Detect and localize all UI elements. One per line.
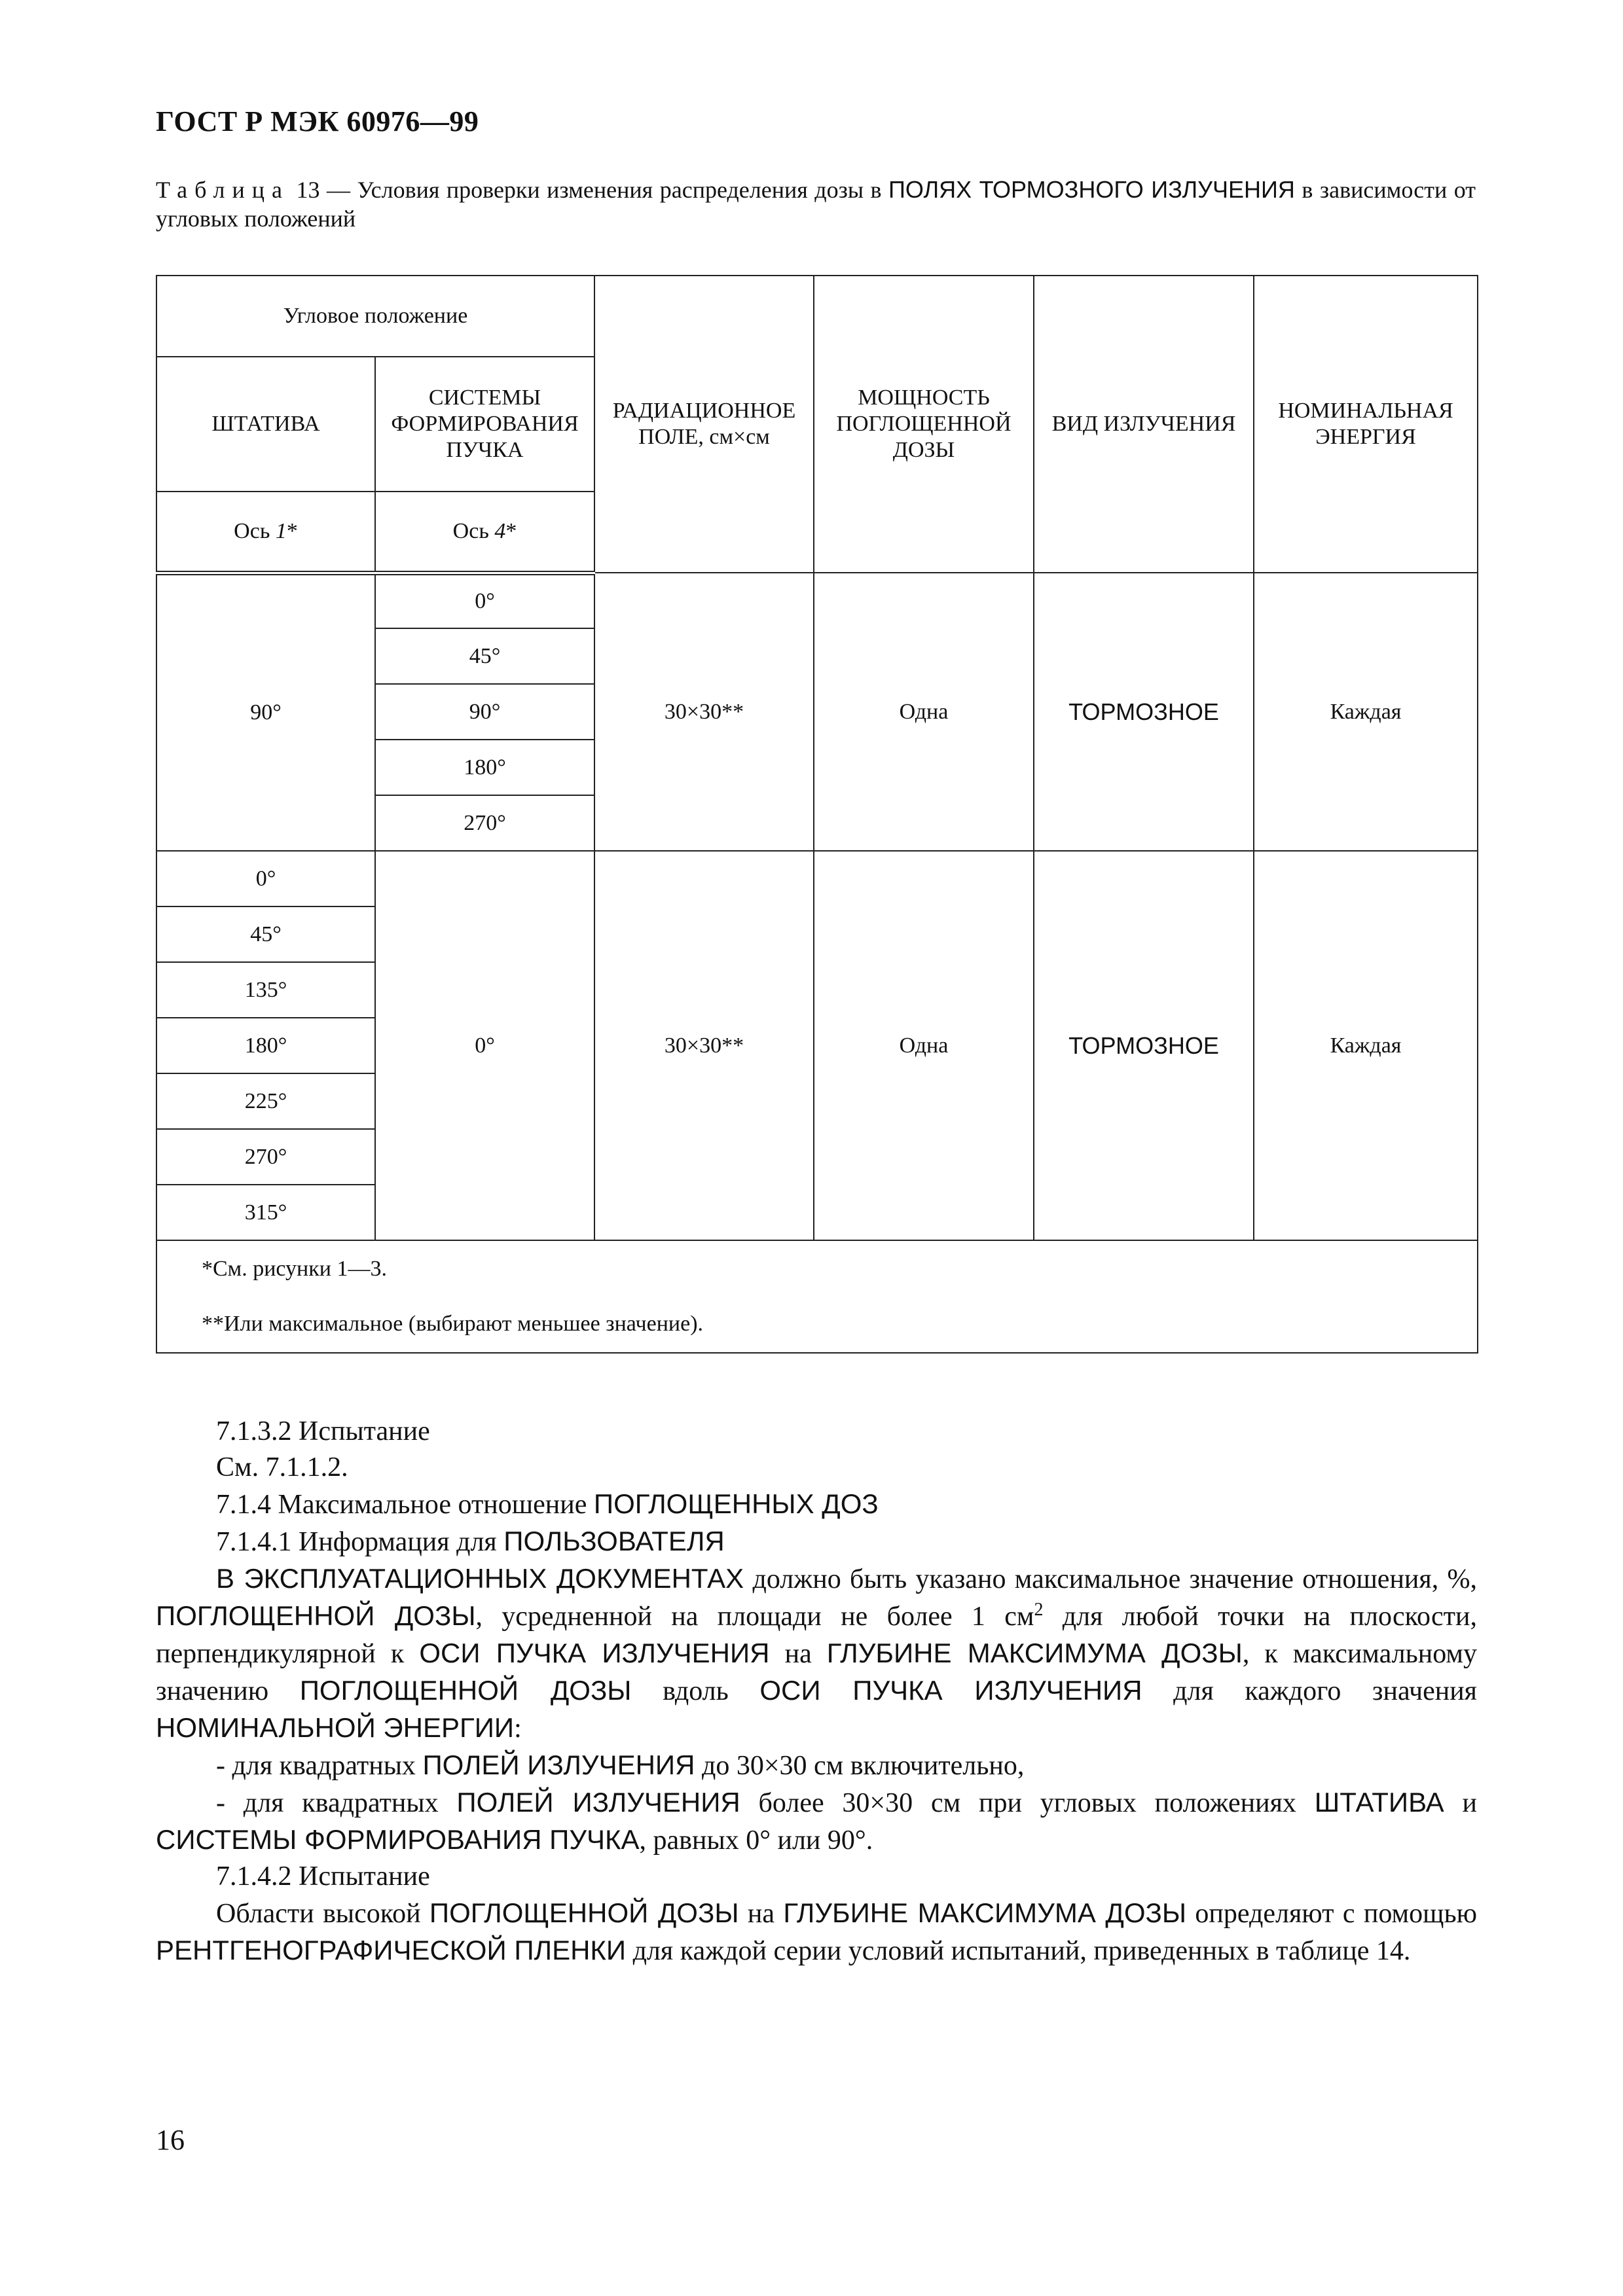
table-13: [156, 275, 1478, 1354]
document-header: ГОСТ Р МЭК 60976—99: [156, 105, 479, 137]
header-row-1: [156, 276, 1478, 357]
group2-stand-angle: 0°: [156, 851, 375, 906]
group2-stand-angle: 180°: [156, 1018, 375, 1073]
group1-beam-angle: 270°: [375, 795, 594, 851]
table-note: **Или максимальное (выбирают меньшее значение).: [202, 1312, 704, 1336]
nominal-energy-header: НОМИНАЛЬНАЯ ЭНЕРГИЯ: [1254, 276, 1478, 573]
paragraph: 7.1.4.2 Испытание: [216, 1861, 430, 1892]
paragraph: 7.1.4.1 Информация для ПОЛЬЗОВАТЕЛЯ: [216, 1526, 725, 1557]
caption-term: ПОЛЯХ ТОРМОЗНОГО ИЗЛУЧЕНИЯ: [888, 176, 1295, 203]
table-caption: [156, 175, 1476, 233]
notes-row: [156, 1240, 1478, 1353]
radiation-field-header: РАДИАЦИОННОЕ ПОЛЕ, см×см: [594, 276, 814, 573]
group2-energy-cell: Каждая: [1254, 851, 1478, 1240]
stand-header: ШТАТИВА: [156, 357, 375, 492]
group1-beam-angle: 180°: [375, 740, 594, 795]
table-row: [156, 573, 1478, 628]
group2-beam-cell: 0°: [375, 851, 594, 1240]
group1-dose-rate-cell: Одна: [814, 573, 1034, 851]
axis-1-header: Ось 1*: [156, 492, 375, 573]
paragraph: Области высокой ПОГЛОЩЕННОЙ ДОЗЫ на ГЛУБИНЕ МАКСИМУМА ДОЗЫ определяют с помощью РЕНТГЕНОГРАФИЧЕСКОЙ ПЛЕНКИ для каждой серии условий испытаний, приведенных в таблице 14.: [156, 1897, 1477, 1966]
group2-field-cell: 30×30**: [594, 851, 814, 1240]
paragraph: В ЭКСПЛУАТАЦИОННЫХ ДОКУМЕНТАХ должно быть указано максимальное значение отношения, %, ПОГЛОЩЕННОЙ ДОЗЫ, усредненной на площади не более 1 $см^2$ для любой точки на плоскости, перпендикулярной к ОСИ ПУЧКА ИЗЛУЧЕНИЯ на ГЛУБИНЕ МАКСИМУМА ДОЗЫ, к максимальному значению ПОГЛОЩЕННОЙ ДОЗЫ вдоль ОСИ ПУЧКА ИЗЛУЧЕНИЯ для каждого значения НОМИНАЛЬНОЙ ЭНЕРГИИ:: [156, 1563, 1477, 1744]
caption-text-1: 13 — Условия проверки изменения распределения дозы в: [296, 177, 888, 203]
group2-stand-angle: 135°: [156, 962, 375, 1018]
group2-stand-angle: 270°: [156, 1129, 375, 1185]
group2-stand-angle: 315°: [156, 1185, 375, 1240]
table-note: *См. рисунки 1—3.: [202, 1257, 387, 1281]
axis-4-header: Ось 4*: [375, 492, 594, 573]
group1-field-cell: 30×30**: [594, 573, 814, 851]
caption-text-2: в зависимости от угловых положений: [156, 177, 1476, 232]
table-label: Таблица: [156, 177, 289, 203]
group2-stand-angle: 45°: [156, 906, 375, 962]
group1-beam-angle: 45°: [375, 628, 594, 684]
table-notes: [156, 1240, 1478, 1353]
body-text: [156, 1414, 1477, 1969]
group2-stand-angle: 225°: [156, 1073, 375, 1129]
group1-energy-cell: Каждая: [1254, 573, 1478, 851]
group2-type-cell: ТОРМОЗНОЕ: [1034, 851, 1254, 1240]
paragraph: 7.1.3.2 Испытание: [216, 1416, 430, 1446]
group1-type-cell: ТОРМОЗНОЕ: [1034, 573, 1254, 851]
paragraph: - для квадратных ПОЛЕЙ ИЗЛУЧЕНИЯ до 30×30 см включительно,: [216, 1749, 1025, 1781]
dose-rate-header: МОЩНОСТЬ ПОГЛОЩЕННОЙ ДОЗЫ: [814, 276, 1034, 573]
group1-beam-angle: 90°: [375, 684, 594, 740]
group1-stand-cell: 90°: [156, 573, 375, 851]
group1-beam-angle: 0°: [375, 573, 594, 628]
paragraph: - для квадратных ПОЛЕЙ ИЗЛУЧЕНИЯ более 30×30 см при угловых положениях ШТАТИВА и СИСТЕМЫ ФОРМИРОВАНИЯ ПУЧКА, равных 0° или 90°.: [156, 1787, 1478, 1856]
beam-system-header: СИСТЕМЫ ФОРМИРОВАНИЯ ПУЧКА: [375, 357, 594, 492]
table-row: [156, 851, 1478, 906]
angular-position-header: Угловое положение: [156, 276, 594, 357]
group2-dose-rate-cell: Одна: [814, 851, 1034, 1240]
paragraph: 7.1.4 Максимальное отношение ПОГЛОЩЕННЫХ ДОЗ: [216, 1488, 879, 1520]
radiation-type-header: ВИД ИЗЛУЧЕНИЯ: [1034, 276, 1254, 573]
paragraph: См. 7.1.1.2.: [216, 1452, 348, 1482]
page-number: 16: [156, 2124, 185, 2156]
